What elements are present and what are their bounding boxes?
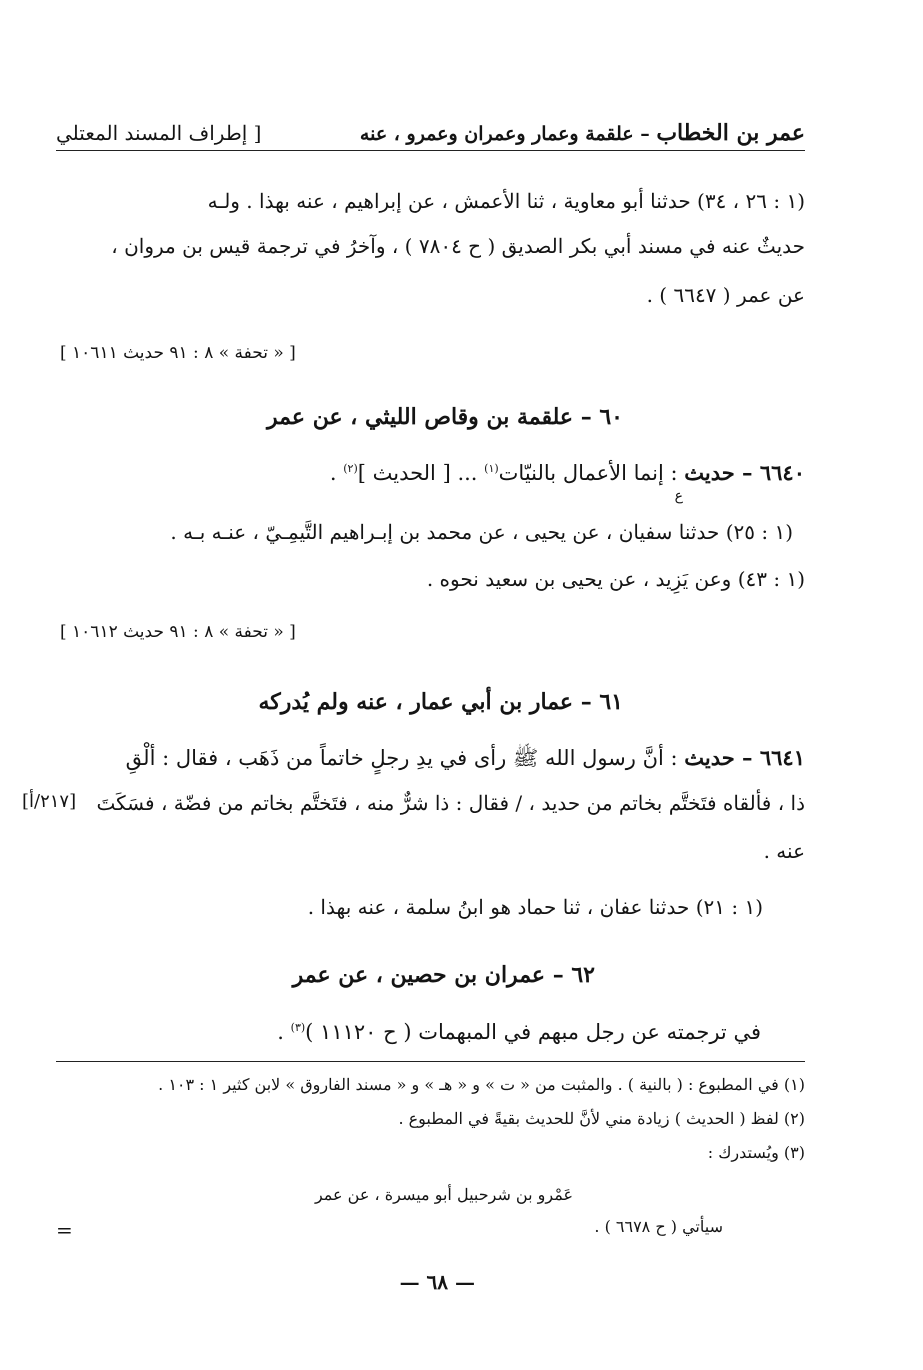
ayn-mark: ع	[674, 488, 683, 504]
margin-folio-note: [٢١٧/أ]	[22, 791, 77, 812]
isnad-line: (١ : ٢٥) حدثنا سفيان ، عن يحيى ، عن محمد بن إبـراهيم التَّيمِـيّ ، عنـه بـه .	[170, 520, 793, 544]
section-heading-62: ٦٢ – عمران بن حصين ، عن عمر	[292, 962, 595, 988]
cross-reference-text: في ترجمته عن رجل مبهم في المبهمات ( ح ١١١٢٠ )	[305, 1020, 761, 1044]
tuhfa-reference: [ « تحفة » ٨ : ٩١ حديث ١٠٦١١ ]	[60, 343, 296, 363]
running-header-book: [ إطراف المسند المعتلي	[56, 121, 262, 145]
tuhfa-reference: [ « تحفة » ٨ : ٩١ حديث ١٠٦١٢ ]	[60, 622, 296, 642]
footnote-3-entry: عَمْرو بن شرحبيل أبو ميسرة ، عن عمر	[314, 1185, 573, 1204]
footnote-marker: (١)	[484, 462, 499, 475]
isnad-line: (١ : ٤٣) وعن يَزِيد ، عن يحيى بن سعيد نحوه .	[426, 567, 805, 591]
page-number: — ٦٨ —	[399, 1270, 475, 1294]
hadith-6641-heading	[126, 745, 805, 771]
hadith-number: ٦٦٤٠ – حديث	[684, 460, 805, 485]
hadith-text-line: ذا ، فألقاه فتَختَّم بخاتم من حديد ، / فقال : ذا شرٌّ منه ، فتَختَّم بخاتم من فضّة ، فسَكَتَ	[96, 791, 805, 815]
hadith-text: : أنَّ رسول الله ﷺ رأى في يدِ رجلٍ خاتماً من ذَهَب ، فقال : ألْقِ	[125, 746, 685, 770]
footnote-marker: (٢)	[343, 462, 358, 475]
cross-reference-line	[277, 1020, 761, 1045]
header-rule	[56, 150, 805, 151]
footnote-marker: (٣)	[290, 1021, 306, 1034]
hadith-number: ٦٦٤١ – حديث	[684, 745, 805, 770]
hadith-6640-heading	[330, 460, 805, 486]
hadith-text: ... [ الحديث ]	[357, 461, 485, 485]
cross-reference-end: .	[277, 1020, 291, 1044]
hadith-text: .	[329, 461, 344, 485]
section-heading-60: ٦٠ – علقمة بن وقاص الليثي ، عن عمر	[267, 404, 623, 430]
paragraph-line: حديثٌ عنه في مسند أبي بكر الصديق ( ح ٧٨٠٤ ) ، وآخرُ في ترجمة قيس بن مروان ،	[111, 234, 805, 258]
footnote-rule	[56, 1061, 805, 1062]
footnote-1: (١) في المطبوع : ( بالنية ) . والمثبت من « ت » و « هـ » و « مسند الفاروق » لابن كثير ١ : ١٠٣ .	[158, 1075, 805, 1094]
paragraph-line: (١ : ٢٦ ، ٣٤) حدثنا أبو معاوية ، ثنا الأعمش ، عن إبراهيم ، عنه بهذا . ولـه	[207, 189, 805, 213]
hadith-text-line: عنه .	[763, 839, 805, 863]
footnote-3: (٣) ويُستدرك :	[707, 1143, 805, 1162]
paragraph-line: عن عمر ( ٦٦٤٧ ) .	[646, 283, 805, 307]
footnote-2: (٢) لفظ ( الحديث ) زيادة مني لأنَّ للحديث بقيةً في المطبوع .	[398, 1109, 805, 1128]
footnote-3-ref: سيأتي ( ح ٦٦٧٨ ) .	[594, 1217, 723, 1236]
running-header-title	[360, 120, 805, 146]
continuation-mark: =	[56, 1218, 73, 1242]
hadith-text: : إنما الأعمال بالنيّات	[498, 461, 685, 485]
section-heading-61: ٦١ – عمار بن أبي عمار ، عنه ولم يُدركه	[258, 689, 623, 715]
header-title-rest: – علقمة وعمار وعمران وعمرو ، عنه	[359, 123, 657, 145]
isnad-line: (١ : ٢١) حدثنا عفان ، ثنا حماد هو ابنُ سلمة ، عنه بهذا .	[307, 895, 763, 919]
header-title-bold: عمر بن الخطاب	[656, 120, 805, 146]
